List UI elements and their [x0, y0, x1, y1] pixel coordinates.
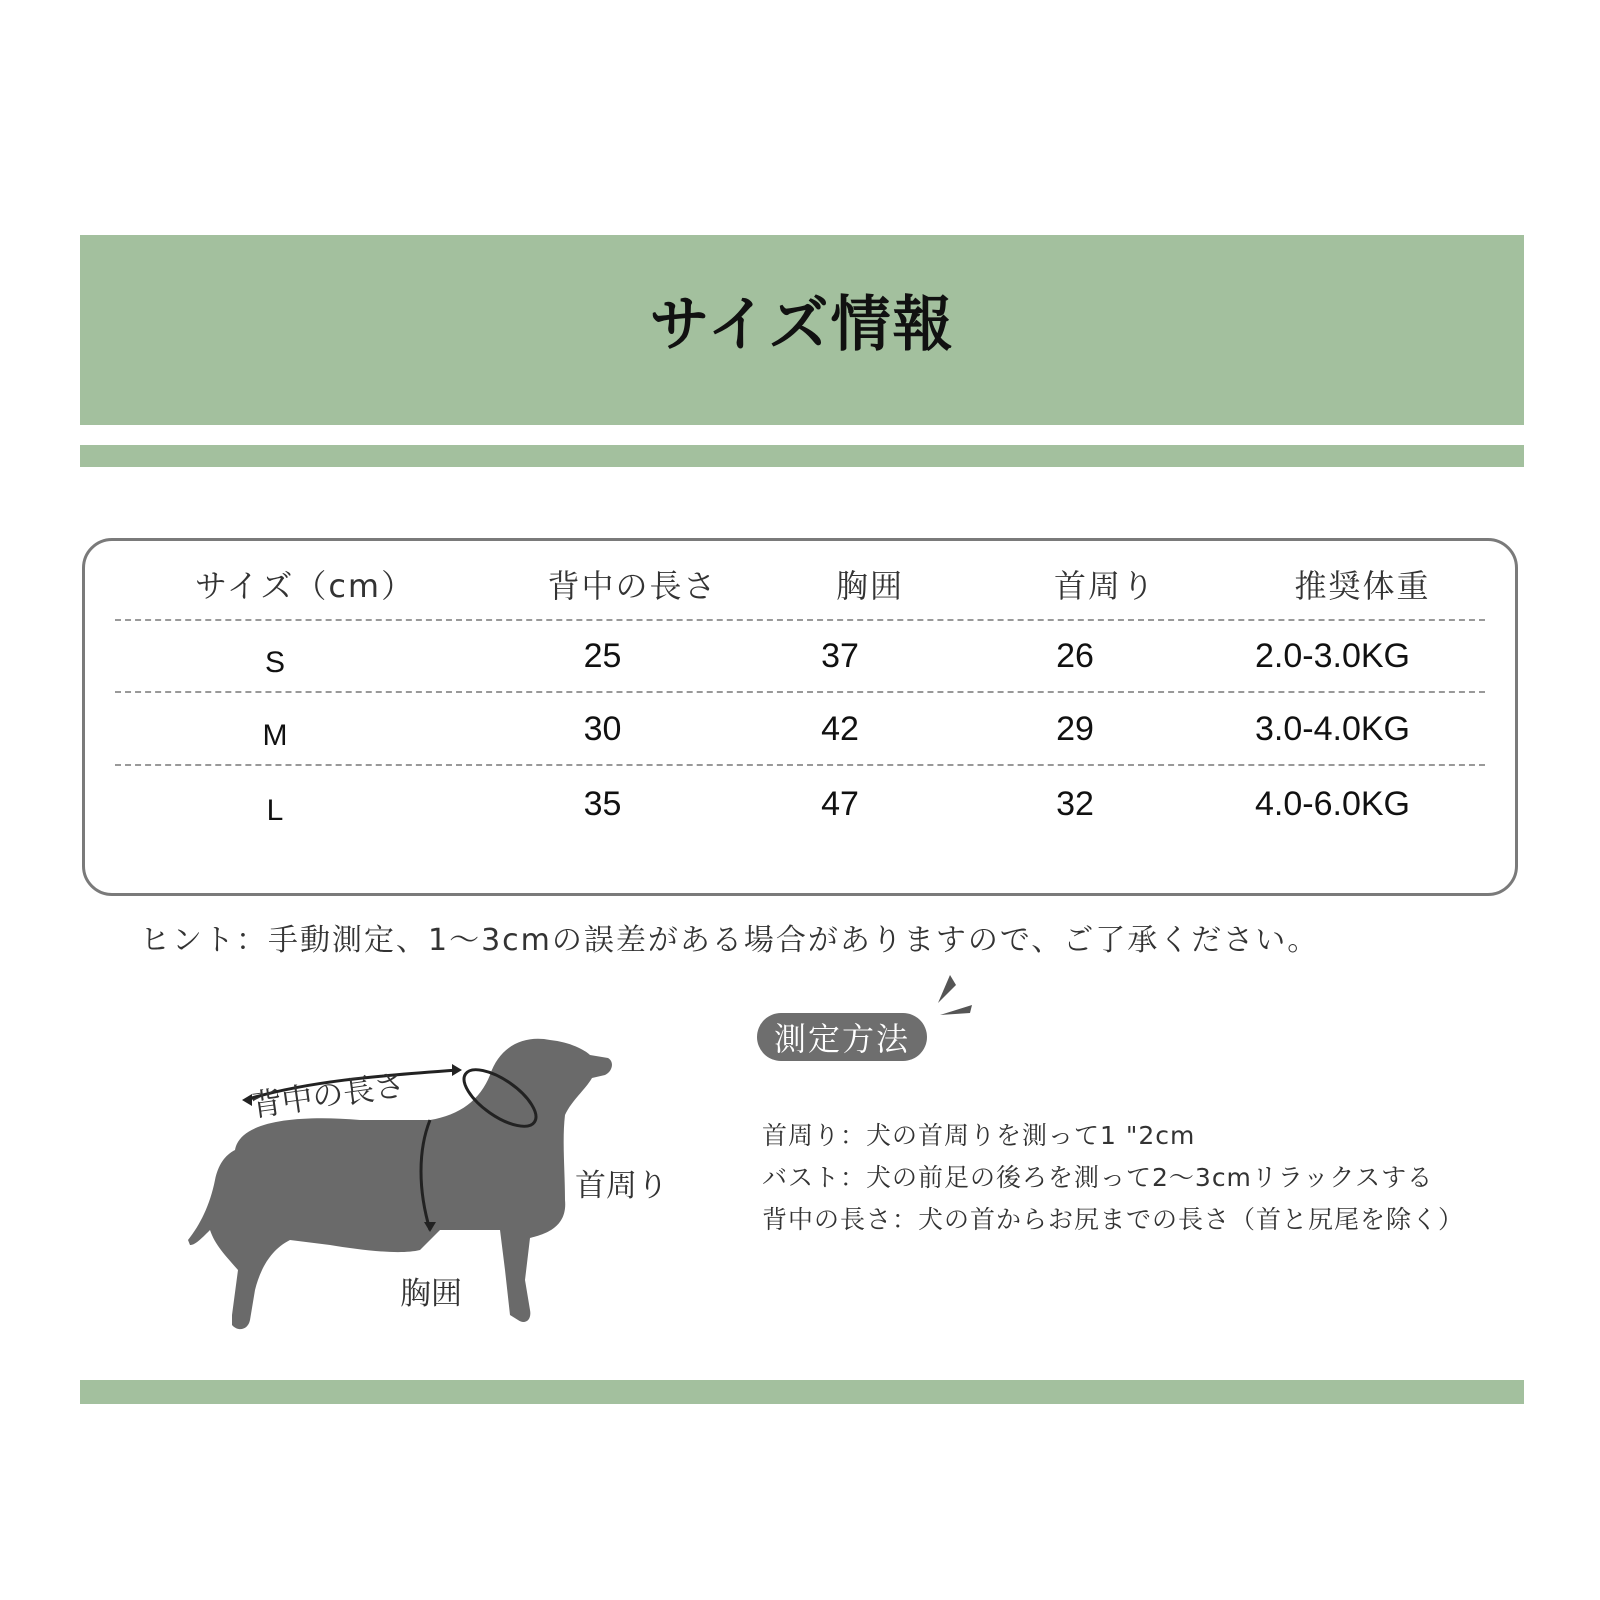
table-row: [115, 769, 1485, 839]
measure-instructions: [762, 1115, 1562, 1241]
size-cell: M: [262, 719, 288, 752]
weight-cell: 4.0-6.0KG: [1255, 784, 1410, 823]
header-back-length: 背中の長さ: [547, 567, 718, 605]
chest-cell: 37: [821, 636, 859, 675]
header-neck: 首周り: [1053, 567, 1156, 605]
instruction-neck: 首周り：犬の首周りを測って1 "2cm: [762, 1121, 1196, 1150]
weight-cell: 3.0-4.0KG: [1255, 709, 1410, 748]
neck-cell: 26: [1056, 636, 1094, 675]
header-size: サイズ（cm）: [194, 567, 416, 605]
chest-label: 胸囲: [400, 1276, 462, 1312]
header-chest: 胸囲: [835, 567, 904, 605]
header-weight: 推奨体重: [1294, 567, 1431, 605]
neck-cell: 32: [1056, 784, 1094, 823]
weight-cell: 2.0-3.0KG: [1255, 636, 1410, 675]
measure-method-badge: 測定方法: [757, 1013, 927, 1061]
back-length-cell: 30: [583, 709, 622, 748]
table-row: [115, 694, 1485, 766]
table-header-row: [115, 549, 1485, 621]
table-row: [115, 621, 1485, 693]
hint-text: ヒント：手動測定、1～3cmの誤差がある場合がありますので、ご了承ください。: [140, 923, 1320, 958]
instruction-bust: バスト：犬の前足の後ろを測って2～3cmリラックスする: [762, 1163, 1434, 1192]
size-table: [82, 538, 1518, 896]
size-cell: L: [266, 794, 284, 827]
chest-cell: 42: [821, 709, 859, 748]
neck-label: 首周り: [575, 1168, 668, 1204]
page-title: サイズ情報: [649, 290, 955, 360]
size-cell: S: [264, 646, 285, 679]
title-banner: [80, 235, 1524, 425]
sparkle-icon: [936, 975, 976, 1025]
neck-cell: 29: [1056, 709, 1094, 748]
bottom-divider-stripe: [80, 1380, 1524, 1404]
back-length-cell: 25: [583, 636, 622, 675]
top-divider-stripe: [80, 445, 1524, 467]
instruction-back: 背中の長さ：犬の首からお尻までの長さ（首と尻尾を除く）: [762, 1205, 1465, 1234]
back-length-label: 背中の長さ: [248, 1067, 408, 1125]
chest-cell: 47: [821, 784, 859, 823]
back-length-cell: 35: [583, 784, 622, 823]
